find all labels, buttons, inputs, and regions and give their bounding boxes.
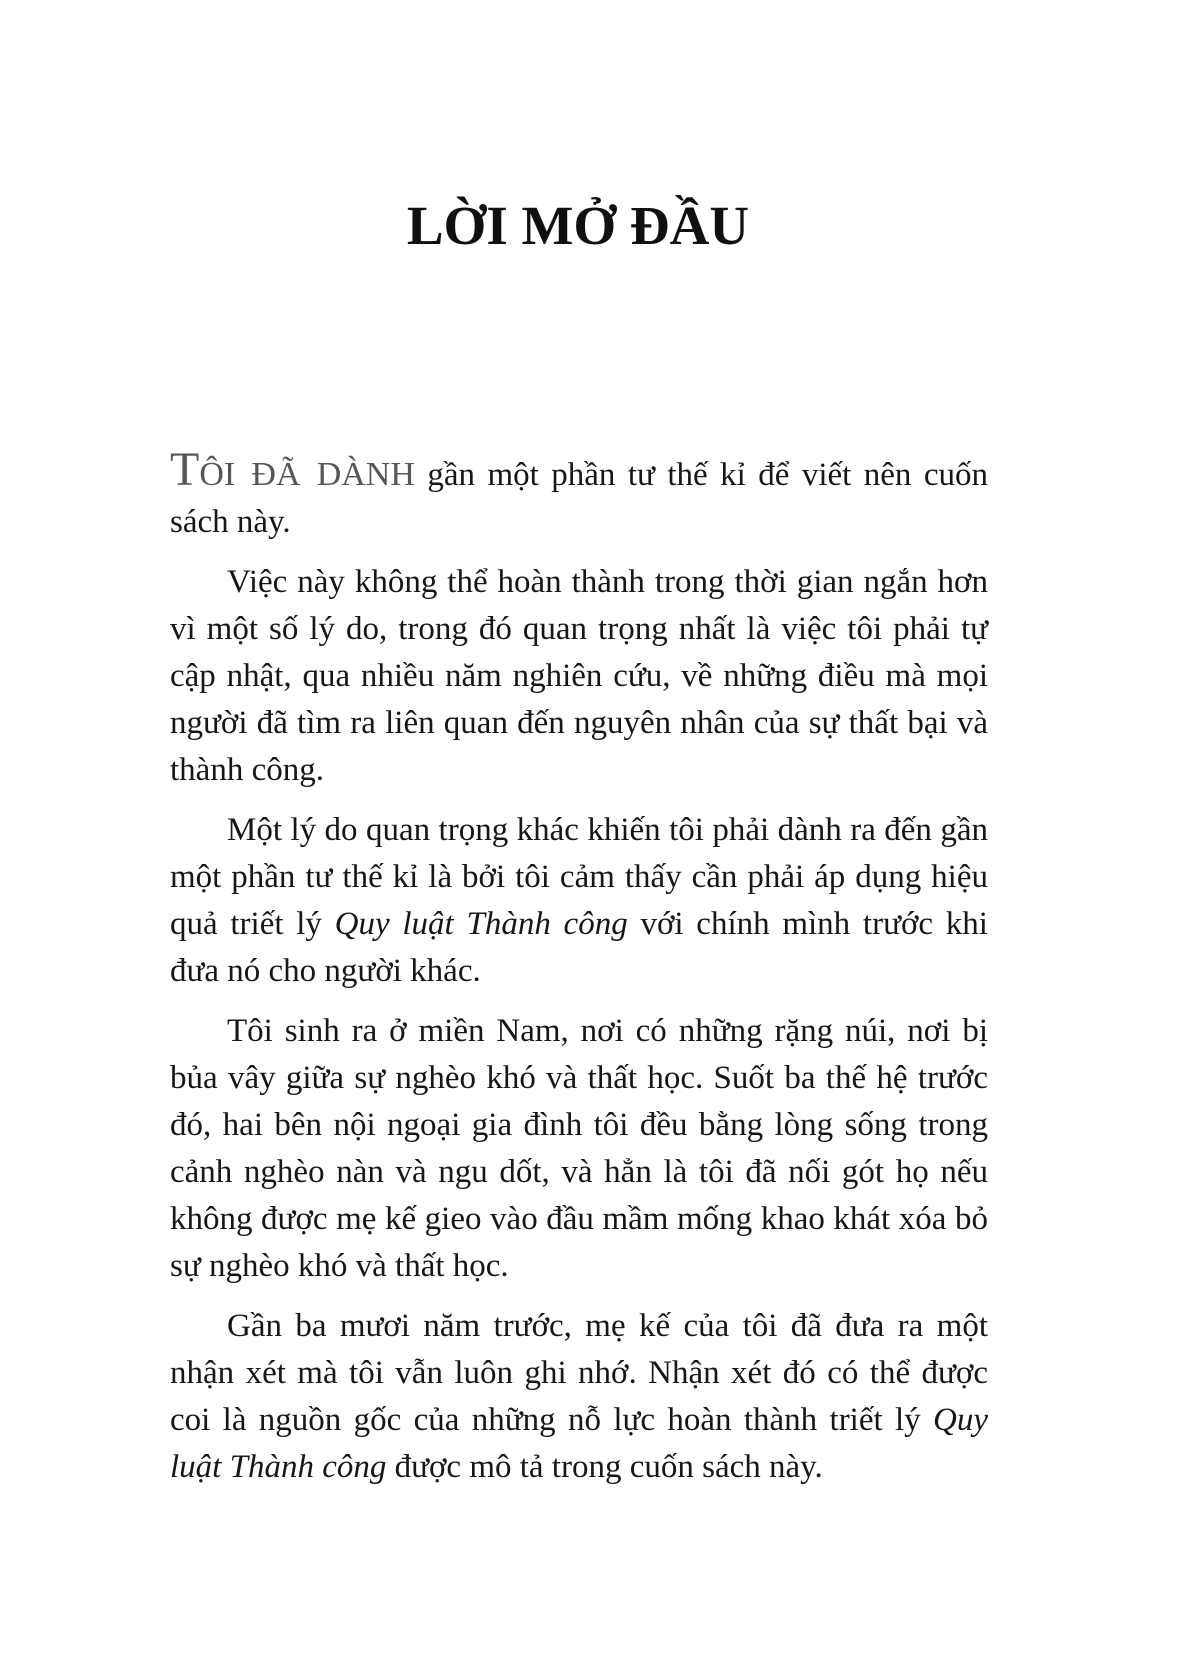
- lead-in-small-caps: Tôi đã dành: [170, 443, 415, 496]
- paragraph-5-text-after: được mô tả trong cuốn sách này.: [386, 1449, 823, 1485]
- paragraph-1: [170, 443, 988, 546]
- paragraph-4: [170, 1008, 988, 1290]
- paragraph-1-text: gần một phần tư thế kỉ để viết nên cuốn sách này.: [170, 457, 988, 540]
- text-content: [170, 443, 988, 1491]
- page-title: LỜI MỞ ĐẦU: [406, 195, 750, 256]
- paragraph-5-text-before: Gần ba mươi năm trước, mẹ kế của tôi đã đưa ra một nhận xét mà tôi vẫn luôn ghi nhớ. Nhận xét đó có thể được coi là nguồn gốc của những nỗ lực hoàn thành triết lý: [170, 1308, 988, 1438]
- paragraph-2: [170, 559, 988, 794]
- paragraph-5: [170, 1303, 988, 1491]
- book-title-italic: Quy luật Thành công: [170, 1402, 988, 1485]
- book-title-italic: Quy luật Thành công: [334, 906, 628, 942]
- paragraph-2-text: Việc này không thể hoàn thành trong thời gian ngắn hơn vì một số lý do, trong đó quan trọng nhất là việc tôi phải tự cập nhật, qua nhiều năm nghiên cứu, về những điều mà mọi người đã tìm ra liên quan đến nguyên nhân của sự thất bại và thành công.: [170, 564, 988, 788]
- paragraph-3-text-before: Một lý do quan trọng khác khiến tôi phải dành ra đến gần một phần tư thế kỉ là bởi tôi cảm thấy cần phải áp dụng hiệu quả triết lý: [170, 812, 988, 942]
- paragraph-4-text: Tôi sinh ra ở miền Nam, nơi có những rặng núi, nơi bị bủa vây giữa sự nghèo khó và thất học. Suốt ba thế hệ trước đó, hai bên nội ngoại gia đình tôi đều bằng lòng sống trong cảnh nghèo nàn và ngu dốt, và hẳn là tôi đã nối gót họ nếu không được mẹ kế gieo vào đầu mầm mống khao khát xóa bỏ sự nghèo khó và thất học.: [170, 1013, 988, 1284]
- paragraph-3: [170, 807, 988, 995]
- paragraph-3-text-after: với chính mình trước khi đưa nó cho người khác.: [170, 906, 988, 989]
